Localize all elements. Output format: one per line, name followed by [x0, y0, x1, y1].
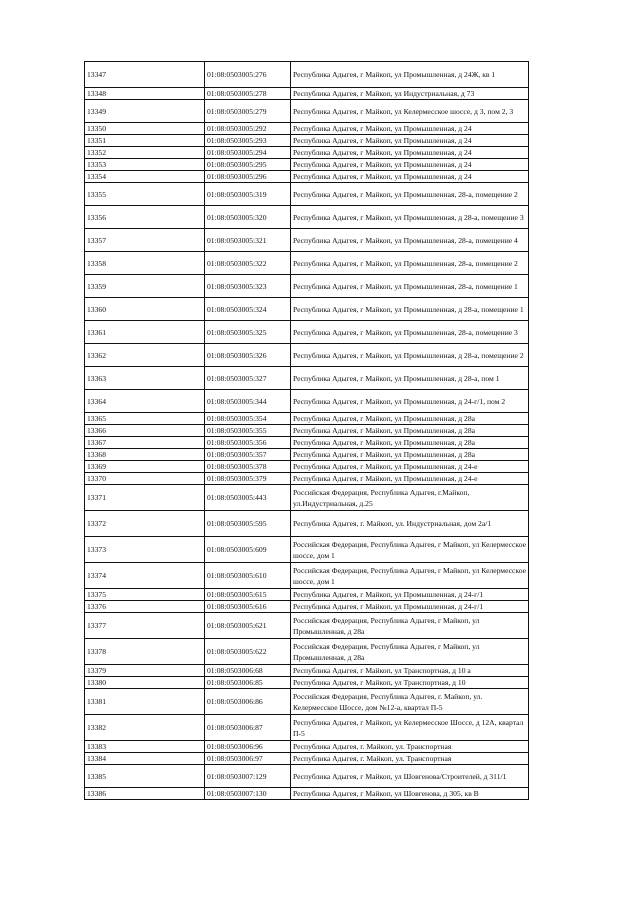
cadastral-number: 01:08:0503005:616	[205, 601, 291, 613]
address: Республика Адыгея, г Майкоп, ул Промышленная, д 28а	[291, 437, 529, 449]
address: Республика Адыгея, г Майкоп, ул Промышленная, 28-а, помещение 2	[291, 252, 529, 275]
address: Российская Федерация, Республика Адыгея, г Майкоп, ул Промышленная, д 28а	[291, 639, 529, 665]
address: Республика Адыгея, г. Майкоп, ул. Транспортная	[291, 753, 529, 765]
cadastral-number: 01:08:0503005:323	[205, 275, 291, 298]
address: Российская Федерация, Республика Адыгея, г. Майкоп, ул. Келермесское Шоссе, дом №12-а, квартал П-5	[291, 689, 529, 715]
cadastral-number: 01:08:0503005:355	[205, 425, 291, 437]
cadastral-number: 01:08:0503005:292	[205, 123, 291, 135]
cadastral-number: 01:08:0503005:295	[205, 159, 291, 171]
record-number: 13371	[85, 485, 205, 511]
table-row	[85, 537, 529, 563]
record-number: 13351	[85, 135, 205, 147]
record-number: 13365	[85, 413, 205, 425]
table-row	[85, 461, 529, 473]
record-number: 13368	[85, 449, 205, 461]
address: Республика Адыгея, г Майкоп, ул Промышленная, д 24-е	[291, 473, 529, 485]
address: Республика Адыгея, г Майкоп, ул Промышленная, 28-а, помещение 4	[291, 229, 529, 252]
cadastral-number: 01:08:0503005:344	[205, 390, 291, 413]
table-row	[85, 252, 529, 275]
record-number: 13384	[85, 753, 205, 765]
record-number: 13349	[85, 100, 205, 123]
cadastral-number: 01:08:0503005:378	[205, 461, 291, 473]
address: Республика Адыгея, г Майкоп, ул Транспортная, д 10 а	[291, 665, 529, 677]
table-row	[85, 413, 529, 425]
table-row	[85, 367, 529, 390]
address: Республика Адыгея, г. Майкоп, ул. Индустриальная, дом 2а/1	[291, 511, 529, 537]
table-row	[85, 123, 529, 135]
cadastral-number: 01:08:0503006:86	[205, 689, 291, 715]
record-number: 13372	[85, 511, 205, 537]
cadastral-number: 01:08:0503005:443	[205, 485, 291, 511]
address: Республика Адыгея, г Майкоп, ул Промышленная, д 28а	[291, 449, 529, 461]
record-number: 13352	[85, 147, 205, 159]
table-row	[85, 589, 529, 601]
address: Республика Адыгея, г Майкоп, ул Промышленная, д 24	[291, 135, 529, 147]
record-number: 13358	[85, 252, 205, 275]
record-number: 13357	[85, 229, 205, 252]
record-number: 13370	[85, 473, 205, 485]
address: Российская Федерация, Республика Адыгея, г Майкоп, ул Келермесское шоссе, дом 1	[291, 563, 529, 589]
address: Российская Федерация, Республика Адыгея, г.Майкоп, ул.Индустриальная, д.25	[291, 485, 529, 511]
record-number: 13363	[85, 367, 205, 390]
address: Российская Федерация, Республика Адыгея, г Майкоп, ул Промышленная, д 28а	[291, 613, 529, 639]
address: Республика Адыгея, г Майкоп, ул Шовгенова, д 305, кв В	[291, 788, 529, 800]
address: Республика Адыгея, г Майкоп, ул Транспортная, д 10	[291, 677, 529, 689]
cadastral-number: 01:08:0503005:356	[205, 437, 291, 449]
table-row	[85, 677, 529, 689]
cadastral-number: 01:08:0503007:130	[205, 788, 291, 800]
cadastral-number: 01:08:0503005:319	[205, 183, 291, 206]
table-row	[85, 788, 529, 800]
cadastral-number: 01:08:0503005:321	[205, 229, 291, 252]
address: Республика Адыгея, г Майкоп, ул Промышленная, д 28а	[291, 425, 529, 437]
cadastral-number: 01:08:0503005:325	[205, 321, 291, 344]
table-row	[85, 88, 529, 100]
registry-table	[84, 61, 529, 800]
cadastral-number: 01:08:0503006:87	[205, 715, 291, 741]
cadastral-number: 01:08:0503005:357	[205, 449, 291, 461]
address: Республика Адыгея, г Майкоп, ул Промышленная, д 24	[291, 147, 529, 159]
cadastral-number: 01:08:0503005:327	[205, 367, 291, 390]
table-row	[85, 449, 529, 461]
address: Республика Адыгея, г Майкоп, ул Промышленная, д 28а	[291, 413, 529, 425]
address: Республика Адыгея, г Майкоп, ул Промышленная, 28-а, помещение 2	[291, 183, 529, 206]
table-row	[85, 473, 529, 485]
cadastral-number: 01:08:0503005:294	[205, 147, 291, 159]
address: Республика Адыгея, г Майкоп, ул Промышленная, д 28-а, пом 1	[291, 367, 529, 390]
table-row	[85, 765, 529, 788]
record-number: 13383	[85, 741, 205, 753]
cadastral-number: 01:08:0503006:96	[205, 741, 291, 753]
registry-page	[84, 61, 528, 800]
address: Республика Адыгея, г Майкоп, ул Промышленная, д 24	[291, 171, 529, 183]
record-number: 13374	[85, 563, 205, 589]
address: Республика Адыгея, г Майкоп, ул Промышленная, д 24	[291, 159, 529, 171]
table-row	[85, 511, 529, 537]
record-number: 13353	[85, 159, 205, 171]
record-number: 13376	[85, 601, 205, 613]
record-number: 13348	[85, 88, 205, 100]
record-number: 13360	[85, 298, 205, 321]
cadastral-number: 01:08:0503005:279	[205, 100, 291, 123]
table-row	[85, 206, 529, 229]
cadastral-number: 01:08:0503005:354	[205, 413, 291, 425]
address: Республика Адыгея, г Майкоп, ул Промышленная, д 24-г/1, пом 2	[291, 390, 529, 413]
address: Республика Адыгея, г Майкоп, ул Промышленная, 28-а, помещение 3	[291, 321, 529, 344]
cadastral-number: 01:08:0503007:129	[205, 765, 291, 788]
table-row	[85, 321, 529, 344]
table-row	[85, 741, 529, 753]
record-number: 13380	[85, 677, 205, 689]
cadastral-number: 01:08:0503005:293	[205, 135, 291, 147]
record-number: 13375	[85, 589, 205, 601]
address: Республика Адыгея, г Майкоп, ул Индустриальная, д 73	[291, 88, 529, 100]
table-row	[85, 100, 529, 123]
cadastral-number: 01:08:0503005:276	[205, 62, 291, 88]
cadastral-number: 01:08:0503005:322	[205, 252, 291, 275]
record-number: 13386	[85, 788, 205, 800]
table-row	[85, 298, 529, 321]
address: Республика Адыгея, г Майкоп, ул Келермесское шоссе, д 3, пом 2, 3	[291, 100, 529, 123]
address: Республика Адыгея, г Майкоп, ул Промышленная, д 28-а, помещение 1	[291, 298, 529, 321]
address: Республика Адыгея, г Майкоп, ул Промышленная, д 24-г/1	[291, 589, 529, 601]
cadastral-number: 01:08:0503005:320	[205, 206, 291, 229]
table-row	[85, 753, 529, 765]
record-number: 13367	[85, 437, 205, 449]
address: Республика Адыгея, г Майкоп, ул Промышленная, д 24-е	[291, 461, 529, 473]
address: Республика Адыгея, г Майкоп, ул Промышленная, д 28-а, помещение 3	[291, 206, 529, 229]
cadastral-number: 01:08:0503006:68	[205, 665, 291, 677]
table-row	[85, 229, 529, 252]
record-number: 13377	[85, 613, 205, 639]
table-row	[85, 147, 529, 159]
record-number: 13355	[85, 183, 205, 206]
record-number: 13350	[85, 123, 205, 135]
cadastral-number: 01:08:0503005:326	[205, 344, 291, 367]
table-row	[85, 665, 529, 677]
address: Республика Адыгея, г Майкоп, ул Келермесское Шоссе, д 12А, квартал П-5	[291, 715, 529, 741]
record-number: 13366	[85, 425, 205, 437]
record-number: 13381	[85, 689, 205, 715]
table-row	[85, 390, 529, 413]
cadastral-number: 01:08:0503006:85	[205, 677, 291, 689]
table-row	[85, 135, 529, 147]
cadastral-number: 01:08:0503005:622	[205, 639, 291, 665]
record-number: 13378	[85, 639, 205, 665]
cadastral-number: 01:08:0503005:621	[205, 613, 291, 639]
table-row	[85, 715, 529, 741]
table-row	[85, 639, 529, 665]
record-number: 13364	[85, 390, 205, 413]
address: Республика Адыгея, г. Майкоп, ул. Транспортная	[291, 741, 529, 753]
address: Республика Адыгея, г Майкоп, ул Шовгенова/Строителей, д 311/1	[291, 765, 529, 788]
record-number: 13362	[85, 344, 205, 367]
cadastral-number: 01:08:0503005:610	[205, 563, 291, 589]
table-row	[85, 183, 529, 206]
record-number: 13379	[85, 665, 205, 677]
record-number: 13356	[85, 206, 205, 229]
table-row	[85, 613, 529, 639]
cadastral-number: 01:08:0503005:615	[205, 589, 291, 601]
record-number: 13359	[85, 275, 205, 298]
address: Республика Адыгея, г Майкоп, ул Промышленная, д 24Ж, кв 1	[291, 62, 529, 88]
table-row	[85, 437, 529, 449]
address: Республика Адыгея, г Майкоп, ул Промышленная, д 28-а, помещение 2	[291, 344, 529, 367]
registry-table-body	[85, 62, 529, 800]
address: Российская Федерация, Республика Адыгея, г Майкоп, ул Келермесское шоссе, дом 1	[291, 537, 529, 563]
cadastral-number: 01:08:0503006:97	[205, 753, 291, 765]
record-number: 13361	[85, 321, 205, 344]
cadastral-number: 01:08:0503005:595	[205, 511, 291, 537]
record-number: 13354	[85, 171, 205, 183]
table-row	[85, 171, 529, 183]
table-row	[85, 563, 529, 589]
table-row	[85, 689, 529, 715]
cadastral-number: 01:08:0503005:296	[205, 171, 291, 183]
record-number: 13347	[85, 62, 205, 88]
address: Республика Адыгея, г Майкоп, ул Промышленная, 28-а, помещение 1	[291, 275, 529, 298]
table-row	[85, 425, 529, 437]
table-row	[85, 601, 529, 613]
table-row	[85, 275, 529, 298]
table-row	[85, 159, 529, 171]
record-number: 13385	[85, 765, 205, 788]
address: Республика Адыгея, г Майкоп, ул Промышленная, д 24	[291, 123, 529, 135]
table-row	[85, 62, 529, 88]
cadastral-number: 01:08:0503005:278	[205, 88, 291, 100]
table-row	[85, 344, 529, 367]
record-number: 13382	[85, 715, 205, 741]
address: Республика Адыгея, г Майкоп, ул Промышленная, д 24-г/1	[291, 601, 529, 613]
cadastral-number: 01:08:0503005:324	[205, 298, 291, 321]
record-number: 13373	[85, 537, 205, 563]
table-row	[85, 485, 529, 511]
record-number: 13369	[85, 461, 205, 473]
cadastral-number: 01:08:0503005:609	[205, 537, 291, 563]
cadastral-number: 01:08:0503005:379	[205, 473, 291, 485]
